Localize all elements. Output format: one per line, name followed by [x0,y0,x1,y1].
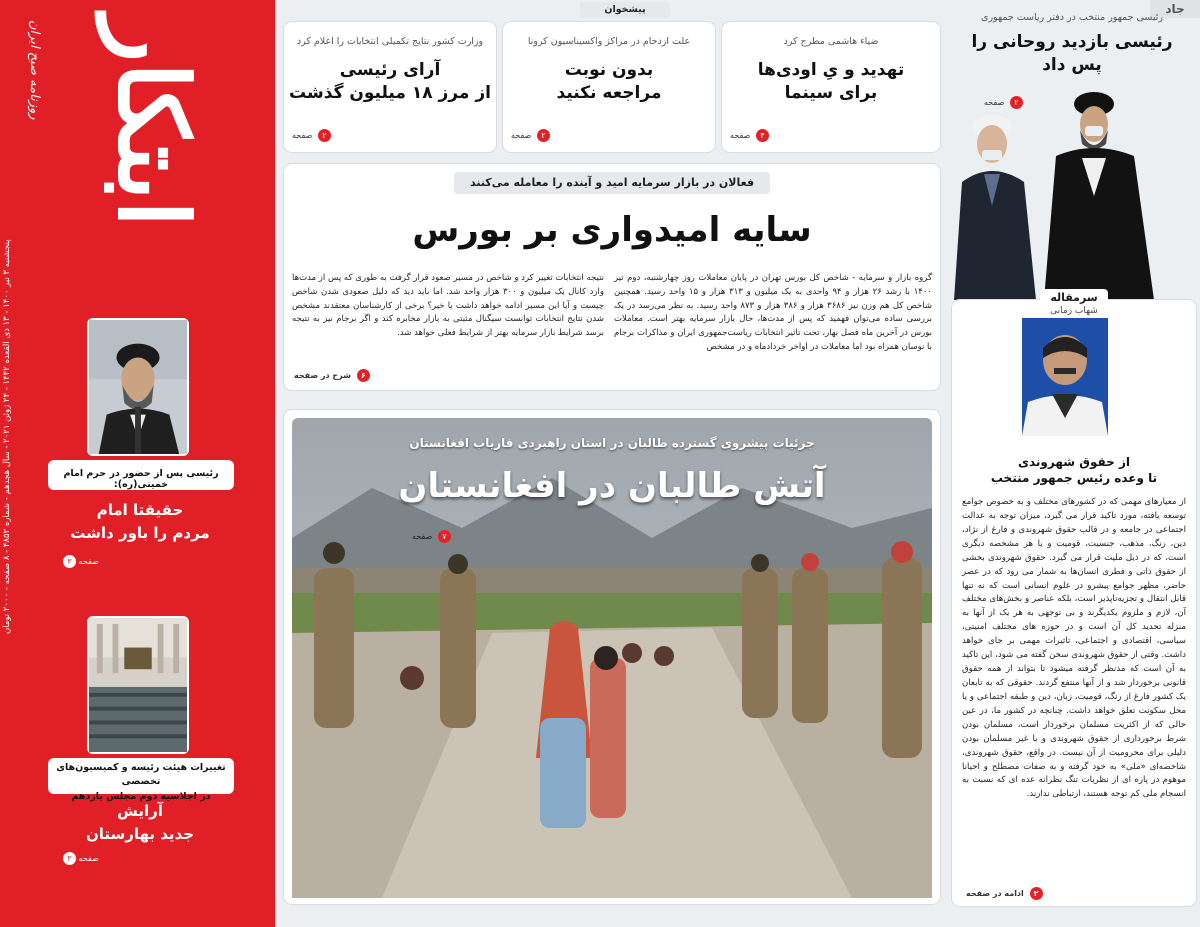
side-headline-1-line2: مردم را باور داشت [70,523,210,542]
top-story-kicker: ضیاء هاشمی مطرح کرد [783,36,879,47]
page-ref[interactable] [412,530,451,543]
side-headline-2[interactable] [40,800,240,845]
editorial-title [952,454,1196,486]
headline-line-1: آرای رئیسی [339,60,441,80]
bourse-kicker: فعالان در بازار سرمایه امید و آینده را معامله می‌کنند [454,172,770,194]
page-label: صفحه [292,131,313,140]
side-caption-2 [48,758,234,804]
side-page-ref-2[interactable] [60,852,99,865]
headline-line-2: پس داد [1042,54,1102,75]
top-story-headline [722,59,940,105]
page-number-badge: ۲ [63,852,76,865]
newspaper-logo [30,6,275,236]
side-headline-2-line2: جدید بهارستان [85,824,195,843]
logo-text: ابتکار [96,15,210,227]
headline-line-2: از مرز ۱۸ میلیون گذشت [289,82,491,103]
title-line-2: تا وعده رئیس جمهور منتخب [990,471,1158,486]
dateline: پنجشنبه ۳ تیر ۱۴۰۰ - ۱۳ ذی القعده ۱۴۴۲ - ۲۴ ژوئن ۲۰۲۱ - سال هجدهم - شماره ۴۸۵۲ - ۸ صفحه - ۲۰۰۰ تومان [2,240,12,635]
portrait-image [89,320,187,454]
taliban-headline: آتش طالبان در افغانستان [398,466,826,506]
taliban-story[interactable] [284,410,940,904]
page-ref[interactable] [294,369,370,382]
page-number-badge: ۴ [756,129,769,142]
side-caption-2-line2: در اجلاسیه دوم مجلس یازدهم [71,790,211,802]
top-story-headline [503,59,715,105]
raisi-portrait-photo [87,318,189,456]
headline-line-2: مراجعه نکنید [556,82,662,103]
page-number-badge: ۲ [1030,887,1043,900]
top-story-vote[interactable] [284,22,496,152]
page-number-badge: ۷ [438,530,451,543]
pishkhan-label: پیشخوان [580,2,670,18]
headline-line-1: تهدید و یِ اودی‌ها [757,60,905,80]
top-story-kicker: علت ازدحام در مراکز واکسیناسیون کرونا [527,36,691,47]
headline-line-1: رئیسی بازدید روحانی را [971,32,1173,52]
masthead [0,0,275,927]
bourse-story[interactable] [284,164,940,390]
bourse-headline: سایه امیدواری بر بورس [412,210,812,250]
page-number-badge: ۶ [357,369,370,382]
top-story-vaccine[interactable] [503,22,715,152]
author-photo [1022,318,1108,436]
side-page-label-1: صفحه [78,557,99,566]
headline-line-2: برای سینما [784,82,878,103]
parliament-photo [87,616,189,754]
taliban-kicker: جزئیات پیشروی گسترده طالبان در استان راهبردی فاریاب افغانستان [409,436,815,450]
page-label: صفحه [984,98,1005,107]
editorial-continue[interactable] [966,887,1043,900]
top-story-kicker: وزارت کشور نتایج تکمیلی انتخابات را اعلام کرد [296,36,484,47]
top-story-cinema[interactable] [722,22,940,152]
title-line-1: از حقوق شهروندی [1018,455,1130,469]
side-page-label-2: صفحه [78,854,99,863]
side-headline-1-line1: حقیقتا امام [96,501,184,519]
editorial[interactable] [952,291,1196,906]
side-caption-box-1 [48,460,234,490]
page-label: صفحه [730,131,751,140]
page-label: صفحه [511,131,532,140]
side-caption-1: رئیسی پس از حضور در حرم امام خمینی(ره): [63,468,219,490]
page-label: صفحه [412,532,433,541]
masthead-tagline: روزنامه صبح ایران [27,20,42,120]
page-ref[interactable] [292,129,331,142]
side-headline-2-line1: آرایش [117,802,163,820]
parliament-image [89,618,187,752]
page-number-badge: ۲ [318,129,331,142]
side-headline-1[interactable] [40,499,240,544]
editorial-author: شهاب زمانی [1050,306,1098,316]
side-page-ref-1[interactable] [60,555,99,568]
continue-label: ادامه در صفحه [966,889,1024,898]
top-story-headline [284,59,496,105]
side-caption-2-line1: تغییرات هیئت رئیسه و کمیسیون‌های تخصصی [56,762,226,788]
page-number-badge: ۲ [63,555,76,568]
raisi-story-kicker: رئیسی جمهور منتخب در دفتر ریاست جمهوری [981,12,1163,23]
editorial-label: سرمقاله [1040,289,1107,306]
corner-tag: جاد [1150,0,1200,18]
page-ref[interactable] [730,129,769,142]
page-label: شرح در صفحه [294,371,351,380]
page-number-badge: ۲ [1010,96,1023,109]
page-number-badge: ۲ [537,129,550,142]
raisi-story-headline [944,31,1200,77]
raisi-rouhani-story[interactable] [944,0,1200,300]
editorial-header [952,286,1196,316]
editorial-body: از معیارهای مهمی که در کشورهای مختلف و به خصوص جوامع توسعه یافته، مورد تاکید قرار می گیرد، میزان توجه به عدالت اجتماعی در جامعه و در قالب حقوق شهروندی و فارغ از نژاد، دین، رنگ، مذهب، جنسیت، قومیت و یا هر مشخصه دیگری است، که در ذیل ملیت قرار می گیرد. حقوق شهروندی بخشی از حقوق ذاتی و فطری انسان‌ها به شمار می رود که در عصر حاضر، مظهر جوامع پیشرو در علوم انسانی است که نه تنها قابل انتقال و تجزیه‌ناپذیر است، بلکه عناصر و بخش‌های مختلف آن، لازم و ملزوم یکدیگرند و بی توجهی به هر یک از آنها به منزله تحدید کل آن است و در حوزه های مختلف امنیتی، سیاسی، اقتصادی و اجتماعی، تاثیرات مهمی بر جای خواهد داشت. وقتی از حقوق شهروندی سخن گفته می شود، این تاکید به آن است که مدنظر گرفته میشود تا بتواند از همه حقوق قانونی برخوردار شد و از آنها منتفع گردند. حقوقی که به تابعان یک کشور فارغ از رنگ، قومیت، زبان، دین و طبقه اجتماعی و یا محل سکونت تعلق خواهد داشت. چنانچه در کشور ما، در عین حالی که از اکثریت مسلمان برخوردار است، مسلمان بودن شرط برخورداری از حقوق شهروندی و یا غیر مسلمان بودن دلیلی برای محرومیت از آن نیست. در واقع، حقوق شهروندی، شاخصه‌ای «ملی» به خود گرفته و به صفات مصطلح و احیانا موهوم در پاره ای از نظریات تنگ نظرانه عده ای که نسبت به انسجام ملی کم توجه هستند، ارتباطی ندارند. [962,497,1186,800]
side-caption-box-2 [48,758,234,802]
raisi-rouhani-photo [944,96,1200,300]
bourse-body-right: گروه بازار و سرمایه - شاخص کل بورس تهران در پایان معاملات روز چهارشنبه، دوم تیر ۱۴۰۰ با رشد ۲۶ هزار و ۹۴ واحدی به یک میلیون و ۳۱۳ هزار و ۱۵ واحد رسید. همچنین شاخص کل هم وزن نیز ۳۶۸۶ هزار و ۳۸۶ هزار و ۸۷۳ واحد رسید. به نظر می‌رسد در یک بررسی ساده می‌توان فهمید که پس از مدت‌ها، حال بازار سرمایه بهتر است. معاملات بورس در آخرین ماه فصل بهار، تحت تاثیر انتخابات ریاست‌جمهوری ایران و مذاکرات برجام با نوسان همراه بود اما معاملات در اواخر خردادماه و در مشخص [614,273,932,352]
bourse-body-left: نتیجه انتخابات تغییر کرد و شاخص در مسیر صعود قرار گرفت به طوری که پس از مدت‌ها وارد کانال یک میلیون و ۳۰۰ هزار واحد شد. اما باید دید که دلیل صعودی شدن شاخص چیست و آیا این مسیر ادامه خواهد داشت یا خیر؟ برخی از کارشناسان معتقدند مشخص شدن نتایج انتخابات توانست سیگنال مثبتی به بازار مخابره کند و اگر برجام نیز به نتیجه برسد شرایط بازار سرمایه بهتر از شرایط فعلی خواهد شد. [292,273,605,339]
headline-line-1: بدون نوبت [564,60,654,80]
page-ref[interactable] [511,129,550,142]
